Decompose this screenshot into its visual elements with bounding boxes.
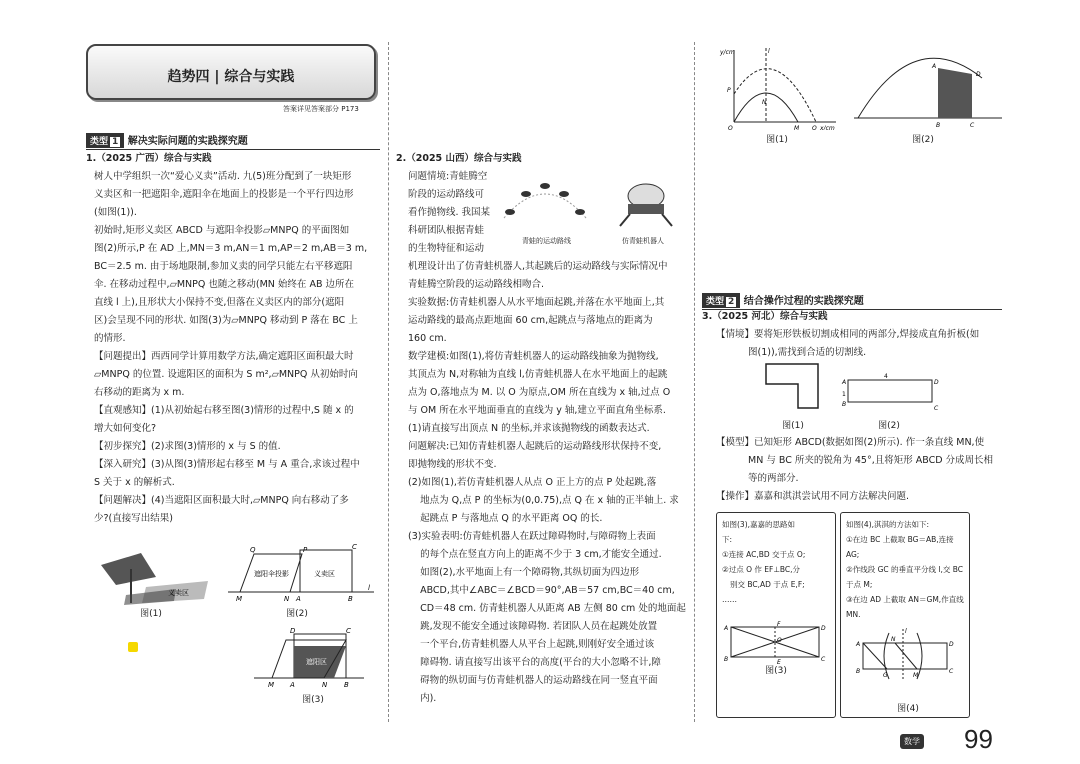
fig2-left-label: 遮阳伞投影 <box>254 570 289 578</box>
line-mn <box>895 643 917 669</box>
q2-line: 地点为 Q,点 P 的坐标为(0,0.75),点 Q 在 x 轴的正半轴上. 求 <box>408 495 679 506</box>
q1-line: 增大如何变化? <box>94 423 157 434</box>
jiajia-line: ①连接 AC,BD 交于点 O; <box>722 550 806 559</box>
frog-robot-image <box>616 178 676 230</box>
q2-line: 160 cm. <box>408 333 447 344</box>
q2-line: 跳,发现不能安全通过该障碍物. 若团队人员在起跳处放置 <box>408 621 658 632</box>
q1-line: 区)会呈现不同的形状. 如图(3)为▱MNPQ 移动到 P 落在 BC 上 <box>94 315 358 326</box>
jiajia-text <box>717 513 835 611</box>
label-width: 4 <box>884 373 888 380</box>
label-m: M <box>794 125 800 130</box>
type2-tag: 类型 2 <box>702 293 740 308</box>
q1-line: 初始时,矩形义卖区 ABCD 与遮阳伞投影▱MNPQ 的平面图如 <box>94 225 350 236</box>
type1-title: 解决实际问题的实践探究题 <box>127 136 248 147</box>
label-o: O <box>728 125 733 130</box>
qiqi-line: ③在边 AD 上截取 AN＝GM,作直线 <box>846 595 964 604</box>
label-d: D <box>290 627 296 635</box>
qiqi-line: 于点 M; <box>846 580 873 589</box>
type2-title: 结合操作过程的实践探究题 <box>743 296 864 307</box>
note-icon[interactable] <box>128 642 138 652</box>
obstacle-graph <box>854 44 1004 130</box>
fig1-tag: 义卖区 <box>168 589 189 597</box>
jiajia-box <box>716 512 836 718</box>
label-c: C <box>949 668 954 675</box>
q1-line: 义卖区和一把遮阳伞,遮阳伞在地面上的投影是一个平行四边形 <box>94 189 354 200</box>
q2-line: ABCD,其中∠ABC＝∠BCD＝90°,AB＝57 cm,BC＝40 cm, <box>408 585 675 596</box>
label-b: B <box>842 401 847 408</box>
q3-figure4 <box>855 625 959 685</box>
q2-line: 数学建模:如图(1),将仿青蛙机器人的运动路线抽象为抛物线, <box>408 351 659 362</box>
label-a: A <box>842 379 847 386</box>
label-l: l <box>905 628 907 635</box>
label-n: N <box>284 595 290 603</box>
q1-line: 【深入研究】(3)从图(3)情形起右移至 M 与 A 重合,求该过程中 <box>94 459 360 470</box>
right-fig1-caption: 图(1) <box>766 135 788 145</box>
section-header-box <box>86 44 376 100</box>
q1-body <box>94 168 384 528</box>
q1-line: 树人中学组织一次“爱心义卖”活动. 九(5)班分配到了一块矩形 <box>94 171 352 182</box>
q3-fig2-caption: 图(2) <box>878 421 900 431</box>
q2-line: 起跳点 P 与落地点 Q 的水平距离 OQ 的长. <box>408 513 603 524</box>
label-l: l <box>768 48 770 55</box>
qiqi-line: ①在边 BC 上截取 BG＝AB,连接 AG; <box>846 535 954 559</box>
q2-line: 问题解决:已知仿青蛙机器人起跳后的运动路线形状保持不变, <box>408 441 662 452</box>
q3-model-line: MN 与 BC 所夹的锐角为 45°,且将矩形 ABCD 分成周长相 <box>748 455 994 466</box>
label-n: N <box>322 681 328 689</box>
q2-intro-line: 看作抛物线. 我国某 <box>408 207 491 218</box>
q2-line: 点为 O,落地点为 M. 以 O 为原点,OM 所在直线为 x 轴,过点 O <box>408 387 671 398</box>
label-b: B <box>856 668 861 675</box>
umbrella-canopy <box>101 553 156 585</box>
q1-head: 1.（2025 广西）综合与实践 <box>86 153 212 164</box>
label-c: C <box>970 122 975 129</box>
q2-line: 实验数据:仿青蛙机器人从水平地面起跳,并落在水平地面上,其 <box>408 297 665 308</box>
label-m: M <box>236 595 243 603</box>
q2-line: 其顶点为 N,对称轴为直线 l,仿青蛙机器人在水平地面上的起跳 <box>408 369 668 380</box>
q3-situation-line: 图(1)),需找到合适的切割线. <box>748 347 867 358</box>
label-a: A <box>856 641 861 648</box>
q3-fig3-caption: 图(3) <box>765 666 787 676</box>
label-height: 1 <box>842 391 846 398</box>
qiqi-line: 如图(4),淇淇的方法如下: <box>846 520 930 529</box>
q3-situation-line: 【情境】要将矩形铁板切割成相同的两部分,焊接成直角折板(如 <box>716 329 980 340</box>
parabola-graph <box>716 44 842 130</box>
line-ag <box>863 643 887 669</box>
label-m: M <box>268 681 275 689</box>
label-b: B <box>344 681 349 689</box>
qiqi-line: MN. <box>846 610 861 619</box>
page-number: 99 <box>964 724 993 754</box>
q1-fig1-caption: 图(1) <box>140 609 162 619</box>
q2-line: (3)实验表明:仿青蛙机器人在跃过障碍物时,与障碍物上表面 <box>408 531 656 542</box>
q2-line: 障碍物. 请直接写出该平台的高度(平台的大小忽略不计,障 <box>408 657 661 668</box>
q1-line: 【初步探究】(2)求图(3)情形的 x 与 S 的值. <box>94 441 281 452</box>
q1-line: 【问题提出】西西同学计算用数学方法,确定遮阳区面积最大时 <box>94 351 354 362</box>
q3-model <box>716 434 1026 506</box>
q1-line: 伞. 在移动过程中,▱MNPQ 也随之移动(MN 始终在 AB 边所在 <box>94 279 354 290</box>
q1-line: 右移动的距离为 x m. <box>94 387 185 398</box>
label-n: N <box>762 99 767 106</box>
q1-line: BC＝2.5 m. 由于场地限制,参加义卖的同学只能左右平移遮阳 <box>94 261 353 272</box>
q1-fig3-caption: 图(3) <box>302 695 324 705</box>
q2-line: 机理设计出了仿青蛙机器人,其起跳后的运动路线与实际情况中 <box>408 261 668 272</box>
jiajia-line: 如图(3),嘉嘉的思路如 <box>722 520 796 529</box>
type1-bar <box>86 132 380 150</box>
q3-model-line: 【模型】已知矩形 ABCD(数据如图(2)所示). 作一条直线 MN,使 <box>716 437 985 448</box>
jiajia-line: 下: <box>722 535 733 544</box>
q2-line: 青蛙腾空阶段的运动路线相吻合. <box>408 279 545 290</box>
label-d: D <box>976 71 981 78</box>
fig3-label: 遮阳区 <box>306 658 327 666</box>
q2-line: 一个平台,仿青蛙机器人从平台上起跳,则刚好安全通过该 <box>408 639 655 650</box>
column-divider <box>388 42 389 722</box>
q1-fig2-caption: 图(2) <box>286 609 308 619</box>
q2-line: (1)请直接写出顶点 N 的坐标,并求该抛物线的函数表达式. <box>408 423 650 434</box>
obstacle-shape <box>938 68 972 118</box>
label-d: D <box>821 625 826 632</box>
x-axis-label: x/cm <box>820 125 835 130</box>
label-a: A <box>724 625 729 632</box>
q2-intro-line: 科研团队根据青蛙 <box>408 225 485 236</box>
q2-line: 即抛物线的形状不变. <box>408 459 497 470</box>
q1-line: 少?(直接写出结果) <box>94 513 173 524</box>
q1-line: 【直观感知】(1)从初始起右移至图(3)情形的过程中,S 随 x 的 <box>94 405 354 416</box>
label-p: P <box>303 546 308 554</box>
label-c: C <box>352 543 357 551</box>
label-o: O <box>777 637 782 644</box>
frog-path-image <box>500 178 590 228</box>
q1-line: 图(2)所示,P 在 AD 上,MN＝3 m,AN＝1 m,AP＝2 m,AB＝3 m, <box>94 243 368 254</box>
q1-figure3 <box>254 624 366 690</box>
q2-line: 运动路线的最高点距地面 60 cm,起跳点与落地点的距离为 <box>408 315 653 326</box>
q1-line: S 关于 x 的解析式. <box>94 477 175 488</box>
frog-robot-caption: 仿青蛙机器人 <box>622 237 664 245</box>
q1-line: 的情形. <box>94 333 126 344</box>
q2-line: 的每个点在竖直方向上的距离不少于 3 cm,才能安全通过. <box>408 549 662 560</box>
label-g: G <box>883 672 888 679</box>
label-c: C <box>934 405 939 412</box>
label-a: A <box>290 681 295 689</box>
q2-intro-line: 的生物特征和运动 <box>408 243 485 254</box>
q3-fig4-caption: 图(4) <box>897 704 919 714</box>
q3-head: 3.（2025 河北）综合与实践 <box>702 311 828 322</box>
label-c: C <box>821 656 826 663</box>
q1-figure2 <box>228 540 376 604</box>
q1-line: (如图(1)). <box>94 207 137 218</box>
q2-intro-line: 阶段的运动路线可 <box>408 189 485 200</box>
robot-leg <box>620 214 630 226</box>
jiajia-line: …… <box>722 595 737 604</box>
q2-line: (2)如图(1),若仿青蛙机器人从点 O 正上方的点 P 处起跳,落 <box>408 477 657 488</box>
type1-tag: 类型 1 <box>86 133 124 148</box>
label-b: B <box>724 656 729 663</box>
q2-body <box>408 258 692 708</box>
q2-line: 碍物的纵切面与仿青蛙机器人的运动路线在同一竖直平面 <box>408 675 658 686</box>
section-title: 趋势四 | 综合与实践 <box>167 69 295 85</box>
q3-figure3 <box>723 621 827 665</box>
fig2-right-label: 义卖区 <box>314 570 335 578</box>
q2-intro-line: 问题情境:青蛙腾空 <box>408 171 488 182</box>
qiqi-line: ②作线段 GC 的垂直平分线 l,交 BC <box>846 565 964 574</box>
label-f: F <box>777 621 781 628</box>
label-c: C <box>346 627 351 635</box>
subject-badge: 数学 <box>900 734 924 749</box>
q2-line: CD＝48 cm. 仿青蛙机器人从距离 AB 左侧 80 cm 处的地面起 <box>408 603 686 614</box>
frog-arc <box>504 194 586 218</box>
q2-line: 内). <box>408 693 437 704</box>
label-b: B <box>348 595 353 603</box>
q1-figure1 <box>96 545 216 605</box>
qiqi-box <box>840 512 970 718</box>
label-a: A <box>932 63 937 70</box>
label-n: N <box>891 636 896 643</box>
qiqi-text <box>841 513 969 626</box>
q3-model-line: 等的两部分. <box>748 473 799 484</box>
label-e: E <box>777 659 781 665</box>
parabola-main <box>734 93 798 122</box>
q3-fig1-caption: 图(1) <box>782 421 804 431</box>
column-divider <box>694 42 695 722</box>
label-d: D <box>949 641 954 648</box>
q2-line: 如图(2),水平地面上有一个障碍物,其纵切面为四边形 <box>408 567 640 578</box>
q1-line: ▱MNPQ 的位置. 设遮阳区的面积为 S m²,▱MNPQ 从初始时向 <box>94 369 358 380</box>
q3-figure1 <box>762 360 822 414</box>
label-q: Q <box>812 125 817 130</box>
label-m: M <box>913 672 919 679</box>
rect-abcd <box>848 380 932 402</box>
label-l: l <box>368 584 370 592</box>
jiajia-line: ②过点 O 作 EF⊥BC,分 <box>722 565 800 574</box>
l-shape <box>766 364 818 408</box>
robot-leg <box>662 214 672 226</box>
label-b: B <box>936 122 941 129</box>
q3-operate: 【操作】嘉嘉和淇淇尝试用不同方法解决问题. <box>716 491 910 502</box>
label-a: A <box>296 595 301 603</box>
jiajia-line: 别交 BC,AD 于点 E,F; <box>730 580 805 589</box>
label-q: Q <box>250 546 256 554</box>
q3-figure2 <box>838 372 942 412</box>
frog-path-caption: 青蛙的运动路线 <box>522 237 571 245</box>
y-axis-label: y/cm <box>720 49 735 56</box>
right-fig2-caption: 图(2) <box>912 135 934 145</box>
label-p: P <box>727 87 731 94</box>
q1-line: 【问题解决】(4)当遮阳区面积最大时,▱MNPQ 向右移动了多 <box>94 495 349 506</box>
q2-head: 2.（2025 山西）综合与实践 <box>396 153 522 164</box>
q3-situation <box>716 326 1026 362</box>
frog-icons <box>505 183 585 215</box>
q1-line: 直线 l 上),且形状大小保持不变,但落在义卖区内的部分(遮阳 <box>94 297 345 308</box>
label-d: D <box>934 379 939 386</box>
q2-line: 与 OM 所在水平地面垂直的直线为 y 轴,建立平面直角坐标系. <box>408 405 666 416</box>
robot-body <box>628 204 664 214</box>
answer-reference: 答案详见答案部分 P173 <box>283 105 359 113</box>
